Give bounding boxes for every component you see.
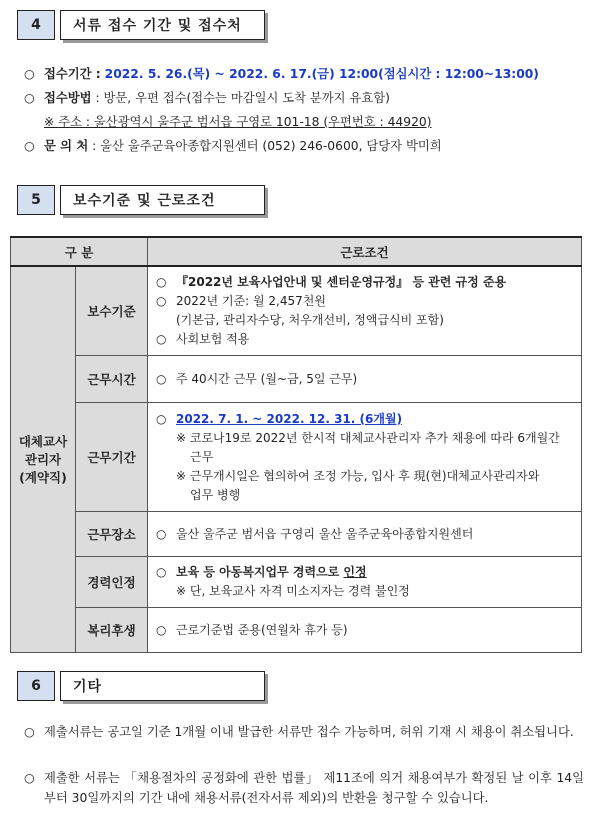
section-number: 5 xyxy=(17,185,55,215)
detail-text: 울산 울주군 범서읍 구영리 울산 울주군육아종합지원센터 xyxy=(176,526,474,541)
address-note xyxy=(44,112,432,130)
table-row xyxy=(11,512,582,557)
detail-text: 사회보험 적용 xyxy=(176,332,250,346)
bullet: ○ xyxy=(24,725,35,739)
bullet: ○ xyxy=(24,91,35,105)
detail-note: ※ 근무개시일은 협의하여 조정 가능, 입사 후 現(현)대체교사관리자와 xyxy=(176,468,540,483)
period-line xyxy=(24,64,539,82)
category-line: (계약직) xyxy=(19,469,67,485)
note-paragraph xyxy=(24,722,584,742)
bullet: ○ xyxy=(156,565,167,579)
section-title: 서류 접수 기간 및 접수처 xyxy=(60,10,265,40)
category-line: 대체교사 xyxy=(18,433,68,449)
detail-text: 근로기준법 준용(연월차 휴가 등) xyxy=(176,622,348,637)
detail-note: ※ 코로나19로 2022년 한시적 대체교사관리자 추가 채용에 따라 6개월간 xyxy=(176,430,560,445)
detail-note: 근무 xyxy=(190,449,214,464)
table-row xyxy=(11,403,582,512)
contact-value: : 울산 울주군육아종합지원센터 (052) 246-0600, 담당자 박미희 xyxy=(92,139,442,153)
detail-emphasis: 인정 xyxy=(343,565,367,579)
note-text: 제출한 서류는 「채용절차의 공정화에 관한 법률」 제11조에 의거 채용여부가 확정된 날 이후 14일부터 30일까지의 기간 내에 채용서류(전자서류 제외)의 반환을 청구할 수 있습니다. xyxy=(44,771,584,805)
table-row xyxy=(11,266,582,356)
period-note: (점심시간 : 12:00~13:00) xyxy=(378,67,539,81)
row-label: 근무장소 xyxy=(76,512,148,557)
detail-note: ※ 단, 보육교사 자격 미소지자는 경력 불인정 xyxy=(176,584,410,598)
header-conditions: 근로조건 xyxy=(148,237,582,266)
row-detail xyxy=(148,608,582,653)
row-label: 근무기간 xyxy=(76,403,148,512)
detail-text: 『2022년 보육사업안내 및 센터운영규정』 등 관련 규정 준용 xyxy=(176,275,507,289)
row-detail xyxy=(148,356,582,403)
section-6-header xyxy=(17,671,265,701)
detail-text: 2022. 7. 1. ~ 2022. 12. 31. (6개월) xyxy=(176,411,403,426)
table-row xyxy=(11,557,582,608)
bullet: ○ xyxy=(156,275,167,289)
bullet: ○ xyxy=(156,411,167,426)
contact-label: 문 의 처 xyxy=(44,139,89,153)
table-row xyxy=(11,356,582,403)
bullet: ○ xyxy=(156,622,167,637)
table-header-row xyxy=(11,237,582,266)
row-label: 보수기준 xyxy=(76,266,148,356)
section-4-header xyxy=(17,10,265,40)
contact-line xyxy=(24,136,442,154)
method-line xyxy=(24,88,390,106)
bullet: ○ xyxy=(156,332,167,346)
section-title: 보수기준 및 근로조건 xyxy=(60,185,265,215)
table-row xyxy=(11,608,582,653)
period-label: 접수기간 : xyxy=(44,67,101,81)
working-conditions-table xyxy=(10,236,582,653)
bullet: ○ xyxy=(156,371,167,386)
detail-text: 주 40시간 근무 (월~금, 5일 근무) xyxy=(176,371,358,386)
section-number: 4 xyxy=(17,10,55,40)
bullet: ○ xyxy=(156,294,167,308)
row-detail xyxy=(148,512,582,557)
category-cell xyxy=(11,266,76,653)
detail-text: 2022년 기준: 월 2,457천원 xyxy=(176,294,326,308)
address-text: ※ 주소 : 울산광역시 울주군 범서읍 구영로 101-18 (우편번호 : 44920) xyxy=(44,115,432,129)
bullet: ○ xyxy=(24,139,35,153)
detail-text: (기본급, 관리자수당, 처우개선비, 정액급식비 포함) xyxy=(176,313,444,327)
row-detail xyxy=(148,557,582,608)
bullet: ○ xyxy=(156,526,167,541)
note-text: 제출서류는 공고일 기준 1개월 이내 발급한 서류만 접수 가능하며, 허위 기재 시 채용이 취소됩니다. xyxy=(44,725,574,739)
header-category: 구 분 xyxy=(11,237,148,266)
section-5-header xyxy=(17,185,265,215)
method-value: : 방문, 우편 접수(접수는 마감일시 도착 분까지 유효함) xyxy=(95,91,390,105)
bullet: ○ xyxy=(24,771,35,785)
detail-text: 보육 등 아동복지업무 경력으로 xyxy=(176,565,344,579)
bullet: ○ xyxy=(24,67,35,81)
row-label: 복리후생 xyxy=(76,608,148,653)
detail-note: 업무 병행 xyxy=(190,487,241,502)
row-detail xyxy=(148,266,582,356)
period-value: 2022. 5. 26.(목) ~ 2022. 6. 17.(금) 12:00 xyxy=(104,67,379,81)
row-label: 근무시간 xyxy=(76,356,148,403)
row-label: 경력인정 xyxy=(76,557,148,608)
method-label: 접수방법 xyxy=(44,91,92,105)
row-detail xyxy=(148,403,582,512)
section-title: 기타 xyxy=(60,671,265,701)
note-paragraph xyxy=(24,768,584,808)
category-line: 관리자 xyxy=(24,451,62,467)
section-number: 6 xyxy=(17,671,55,701)
